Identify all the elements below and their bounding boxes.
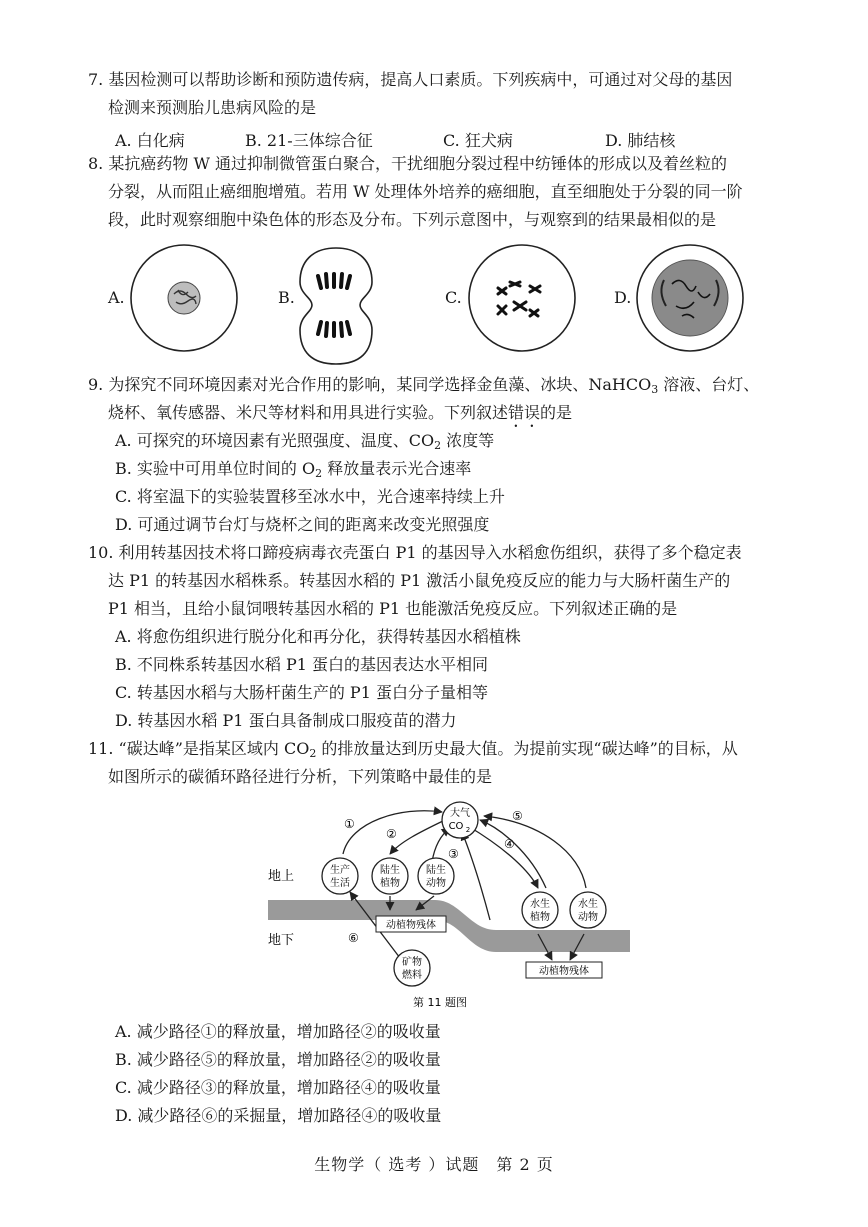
q8-stem-line-3: 段，此时观察细胞中染色体的形态及分布。下列示意图中，与观察到的结果最相似的是 bbox=[108, 210, 717, 229]
q11-option-a: A. 减少路径①的释放量，增加路径②的吸收量 bbox=[115, 1022, 441, 1041]
node-water-animals bbox=[570, 892, 606, 928]
box-land-residue bbox=[376, 916, 446, 932]
path-6-marker: ⑥ bbox=[348, 931, 359, 945]
node-production-life bbox=[322, 858, 358, 894]
q10-option-b: B. 不同株系转基因水稻 P1 蛋白的基因表达水平相同 bbox=[115, 655, 489, 674]
svg-text:动植物残体: 动植物残体 bbox=[539, 966, 589, 977]
svg-text:2: 2 bbox=[465, 826, 471, 834]
path-4-marker: ④ bbox=[504, 837, 515, 851]
q7-stem-line-2: 检测来预测胎儿患病风险的是 bbox=[108, 98, 317, 117]
q9-option-b: B. 实验中可用单位时间的 $O_2$ 释放量表示光合速率 bbox=[115, 459, 472, 480]
q9-option-c: C. 将室温下的实验装置移至冰水中，光合速率持续上升 bbox=[115, 487, 505, 506]
svg-text:生产: 生产 bbox=[330, 865, 350, 876]
q7-options bbox=[115, 128, 755, 152]
q11-option-b: B. 减少路径⑤的释放量，增加路径②的吸收量 bbox=[115, 1050, 441, 1069]
page-footer: 生物学（ 选考 ）试题 第 2 页 bbox=[314, 1155, 554, 1174]
q11-stem-line-1: 11. “碳达峰”是指某区域内 $CO_2$ 的排放量达到历史最大值。为提前实现“碳达峰”的目标，从 bbox=[88, 739, 738, 760]
svg-text:生活: 生活 bbox=[330, 878, 350, 889]
svg-text:水生: 水生 bbox=[578, 899, 598, 910]
svg-text:陆生: 陆生 bbox=[426, 865, 446, 876]
q7-option-b: B. 21-三体综合征 bbox=[245, 131, 373, 150]
svg-text:燃料: 燃料 bbox=[402, 970, 422, 981]
q11-stem-line-2: 如图所示的碳循环路径进行分析，下列策略中最佳的是 bbox=[108, 767, 493, 786]
cell-c-prometaphase bbox=[469, 245, 575, 351]
svg-text:植物: 植物 bbox=[530, 912, 550, 923]
cell-d-prophase bbox=[637, 245, 743, 351]
node-land-animals bbox=[418, 858, 454, 894]
cell-a-interphase bbox=[131, 245, 237, 351]
q8-stem-line-2: 分裂，从而阻止癌细胞增殖。若用 W 处理体外培养的癌细胞，直至细胞处于分裂的同一阶 bbox=[108, 182, 743, 201]
q11-option-d: D. 减少路径⑥的采掘量，增加路径④的吸收量 bbox=[115, 1106, 442, 1125]
path-3-marker: ③ bbox=[448, 847, 459, 861]
q8-label-a: A. bbox=[108, 288, 125, 307]
svg-text:动物: 动物 bbox=[578, 912, 598, 923]
label-below-ground: 地下 bbox=[268, 933, 295, 948]
q8-cell-figures bbox=[0, 240, 868, 370]
label-above-ground: 地上 bbox=[268, 869, 295, 884]
q9-option-d: D. 可通过调节台灯与烧杯之间的距离来改变光照强度 bbox=[115, 515, 490, 534]
q11-option-c: C. 减少路径③的释放量，增加路径④的吸收量 bbox=[115, 1078, 441, 1097]
cell-b-anaphase bbox=[300, 248, 372, 364]
path-1-marker: ① bbox=[344, 817, 355, 831]
svg-text:动植物残体: 动植物残体 bbox=[386, 920, 436, 931]
path-5-marker: ⑤ bbox=[512, 809, 523, 823]
svg-text:植物: 植物 bbox=[380, 878, 400, 889]
box-water-residue bbox=[526, 962, 602, 978]
svg-text:CO: CO bbox=[448, 821, 464, 832]
q8-label-b: B. bbox=[278, 288, 295, 307]
svg-text:动物: 动物 bbox=[426, 878, 446, 889]
q10-option-c: C. 转基因水稻与大肠杆菌生产的 P1 蛋白分子量相等 bbox=[115, 683, 488, 702]
q7-option-c: C. 狂犬病 bbox=[443, 131, 513, 150]
carbon-cycle-diagram bbox=[240, 792, 640, 1012]
svg-text:矿物: 矿物 bbox=[402, 957, 422, 968]
node-water-plants bbox=[522, 892, 558, 928]
q8-stem-line-1: 8. 某抗癌药物 W 通过抑制微管蛋白聚合，干扰细胞分裂过程中纺锤体的形成以及着丝粒的 bbox=[88, 154, 727, 173]
q10-option-d: D. 转基因水稻 P1 蛋白具备制成口服疫苗的潜力 bbox=[115, 711, 457, 730]
path-2-marker: ② bbox=[386, 827, 397, 841]
q7-option-a: A. 白化病 bbox=[115, 131, 185, 150]
q10-stem-line-1: 10. 利用转基因技术将口蹄疫病毒衣壳蛋白 P1 的基因导入水稻愈伤组织，获得了多个稳定表 bbox=[88, 543, 742, 562]
node-fossil-fuel bbox=[394, 950, 430, 986]
q10-option-a: A. 将愈伤组织进行脱分化和再分化，获得转基因水稻植株 bbox=[115, 627, 521, 646]
q7-option-d: D. 肺结核 bbox=[605, 131, 676, 150]
q7-stem-line-1: 7. 基因检测可以帮助诊断和预防遗传病，提高人口素质。下列疾病中，可通过对父母的基因 bbox=[88, 70, 733, 89]
q10-stem-line-2: 达 P1 的转基因水稻株系。转基因水稻的 P1 激活小鼠免疫反应的能力与大肠杆菌生产的 bbox=[108, 571, 731, 590]
q8-label-d: D. bbox=[614, 288, 632, 307]
svg-text:水生: 水生 bbox=[530, 899, 550, 910]
diagram-caption: 第 11 题图 bbox=[413, 996, 467, 1009]
svg-text:大气: 大气 bbox=[450, 808, 470, 819]
q10-stem-line-3: P1 相当，且给小鼠饲喂转基因水稻的 P1 也能激活免疫反应。下列叙述正确的是 bbox=[108, 599, 678, 618]
node-land-plants bbox=[372, 858, 408, 894]
node-atmosphere-co2 bbox=[442, 802, 478, 838]
q9-stem-line-2: 烧杯、氧传感器、米尺等材料和用具进行实验。下列叙述错误的是 bbox=[108, 403, 573, 422]
q8-label-c: C. bbox=[445, 288, 462, 307]
svg-text:陆生: 陆生 bbox=[380, 865, 400, 876]
q9-stem-line-1: 9. 为探究不同环境因素对光合作用的影响，某同学选择金鱼藻、冰块、NaHCO$_3$ 溶液、台灯、 bbox=[88, 375, 760, 396]
q9-option-a: A. 可探究的环境因素有光照强度、温度、$CO_2$ 浓度等 bbox=[115, 431, 495, 452]
